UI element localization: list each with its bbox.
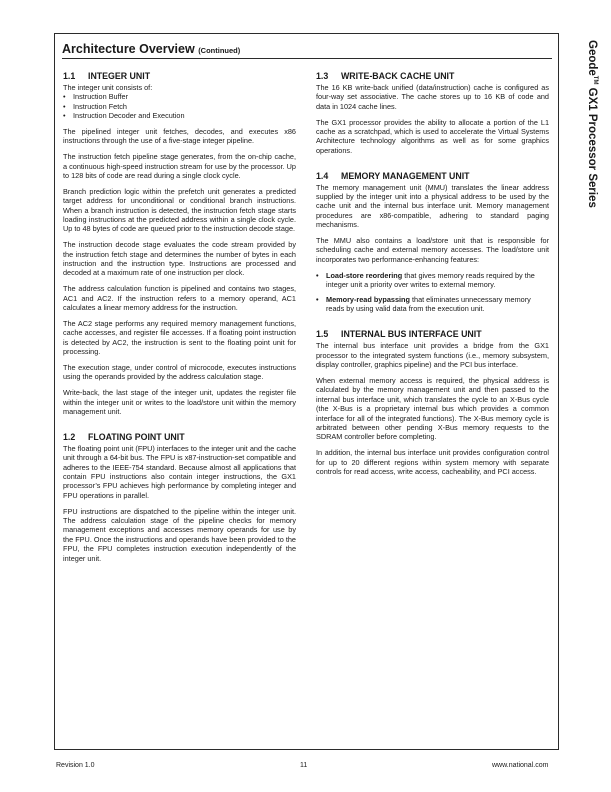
- paragraph: The execution stage, under control of microcode, executes instructions using the operands provided by the address calculation stage.: [63, 362, 296, 382]
- section-heading-internal-bus-interface-unit: 1.5 INTERNAL BUS INTERFACE UNIT: [316, 329, 482, 340]
- list-item: • Instruction Decoder and Execution: [63, 111, 296, 120]
- paragraph: In addition, the internal bus interface unit provides configuration control for up to 20 different regions within system memory with separate controls for read access, write access, cacheability, and PCI access.: [316, 448, 549, 476]
- section-heading-memory-management-unit: 1.4 MEMORY MANAGEMENT UNIT: [316, 170, 470, 181]
- paragraph: FPU instructions are dispatched to the pipeline within the integer unit. The address calculation stage of the pipeline checks for memory management exceptions and accesses memory operands for use by the FPU. Once the instructions and operands have been provided to the FPU, the FPU completes instruction execution independently of the integer unit.: [63, 506, 296, 563]
- paragraph: The instruction decode stage evaluates the code stream provided by the instruction fetch stage and determines the number of bytes in each instruction and the instruction type. Instructions are processed and decoded at a maximum rate of one instruction per clock.: [63, 240, 296, 278]
- paragraph: Write-back, the last stage of the integer unit, updates the register file within the integer unit or writes to the load/store unit within the memory management unit.: [63, 388, 296, 416]
- list-item: • Instruction Fetch: [63, 102, 296, 111]
- paragraph: The 16 KB write-back unified (data/instruction) cache is configured as four-way set associative. The cache stores up to 16 KB of code and data in 1024 cache lines.: [316, 83, 549, 111]
- page-title: Architecture Overview (Continued): [62, 42, 241, 56]
- paragraph: Branch prediction logic within the prefetch unit generates a predicted target address for unconditional or conditional branch instructions. When a branch instruction is detected, the instruction fetch stage starts loading instructions at the predicted address within a single clock cycle. Up to 48 bytes of code are queued prior to the instruction decode stage.: [63, 186, 296, 234]
- section-heading-write-back-cache-unit: 1.3 WRITE-BACK CACHE UNIT: [316, 71, 455, 81]
- paragraph: The memory management unit (MMU) translates the linear address supplied by the integer unit into a physical address to be used by the cache unit and the internal bus interface unit. Memory management procedures are x86-compatible, adhering to standard paging mechanisms.: [316, 182, 549, 230]
- product-series-title: Geode™ GX1 Processor Series: [586, 40, 598, 208]
- integer-unit-list: [63, 92, 296, 120]
- paragraph: The GX1 processor provides the ability to allocate a portion of the L1 cache as a scratchpad, which is used to accelerate the Virtual Systems Architecture technology algorithms as well as for some graphics operations.: [316, 117, 549, 155]
- paragraph: The AC2 stage performs any required memory management functions, cache accesses, and register file accesses. If a floating point instruction is detected by AC2, the instruction is sent to the floating point unit for processing.: [63, 318, 296, 357]
- list-item: • Load-store reordering that gives memory reads required by the integer unit a priority over writes to external memory.: [316, 271, 549, 290]
- paragraph: The floating point unit (FPU) interfaces to the integer unit and the cache unit through a 64-bit bus. The FPU is x87-instruction-set compatible and adheres to the IEEE-754 standard. Because almost all applications that contain FPU instructions also contain integer instructions, the GX1 processor’s FPU achieves high performance by completing integer and FPU operations in parallel.: [63, 443, 296, 500]
- paragraph: When external memory access is required, the physical address is calculated by the memory management unit and then passed to the internal bus interface unit, which translates the cycle to an X-Bus cycle (the X-Bus is a proprietary internal bus which provides a common interface for all of the integrated functions). The X-Bus memory cycle is arbitrated between other pending X-Bus memory requests to the SDRAM controller before completing.: [316, 375, 549, 442]
- section-heading-integer-unit: 1.1 INTEGER UNIT: [63, 71, 151, 81]
- continued-label: (Continued): [198, 46, 241, 55]
- paragraph: The address calculation function is pipelined and contains two stages, AC1 and AC2. If the instruction refers to a memory operand, AC1 calculates a linear memory address for the instruction.: [63, 284, 296, 313]
- footer-website: www.national.com: [492, 762, 549, 769]
- left-column: [63, 71, 296, 569]
- paragraph: The integer unit consists of:: [63, 83, 153, 92]
- title-rule: [62, 58, 552, 59]
- paragraph: The MMU also contains a load/store unit that is responsible for scheduling cache and external memory accesses. The load/store unit incorporates two performance-enhancing features:: [316, 236, 549, 264]
- mmu-features-list: [316, 271, 549, 314]
- list-item: • Instruction Buffer: [63, 92, 296, 101]
- paragraph: The instruction fetch pipeline stage generates, from the on-chip cache, a continuous high-speed instruction stream for use by the processor. Up to 128 bits of code are read during a single clock cycle.: [63, 152, 296, 181]
- section-heading-floating-point-unit: 1.2 FLOATING POINT UNIT: [63, 431, 185, 442]
- footer-page-number: 11: [300, 762, 308, 769]
- footer-revision: Revision 1.0: [56, 762, 95, 769]
- right-column: [316, 71, 549, 483]
- paragraph: The pipelined integer unit fetches, decodes, and executes x86 instructions through the use of a five-stage integer pipeline.: [63, 127, 296, 146]
- paragraph: The internal bus interface unit provides a bridge from the GX1 processor to the integrated system functions (i.e., memory subsystem, display controller, graphics pipeline) and the PCI bus interface.: [316, 341, 549, 370]
- list-item: • Memory-read bypassing that eliminates unnecessary memory reads by using valid data from the execution unit.: [316, 295, 549, 314]
